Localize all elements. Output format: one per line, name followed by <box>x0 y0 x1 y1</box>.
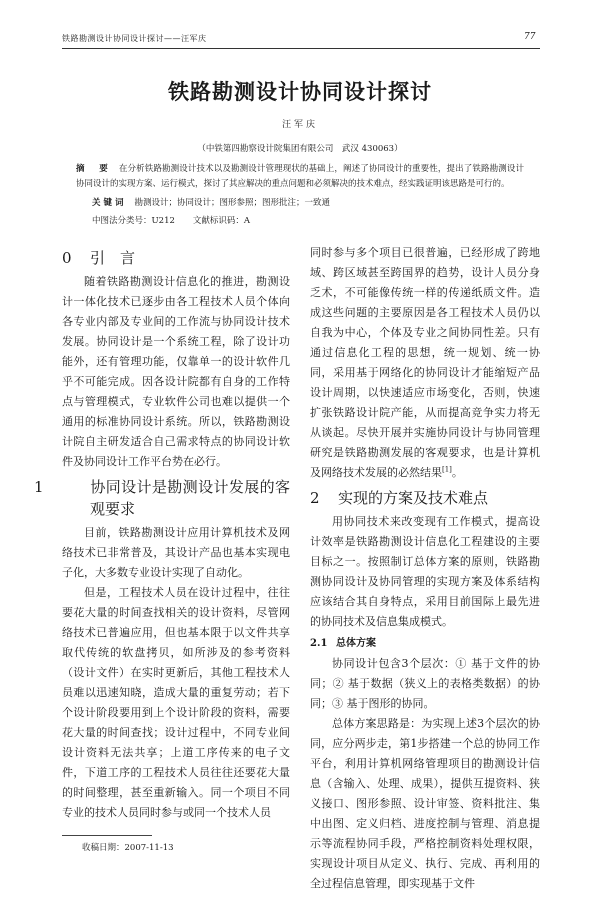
section-title: 协同设计是勘测设计发展的客观要求 <box>90 478 290 518</box>
running-header: 铁路勘测设计协同设计探讨——汪军庆 <box>62 34 207 43</box>
section-number: 1 <box>34 478 44 496</box>
left-column <box>34 243 290 855</box>
right-column <box>310 243 540 894</box>
document-code: 文献标识码：A <box>192 216 251 226</box>
keywords-label: 关键词 <box>92 198 127 208</box>
section-title: 实现的方案及技术难点 <box>338 489 489 507</box>
front-matter <box>0 78 600 229</box>
paragraph: 协同设计包含3个层次：① 基于文件的协同；② 基于数据（狭义上的表格类数据）的协同；③ 基于图形的协同。 <box>310 657 540 710</box>
paragraph: 随着铁路勘测设计信息化的推进，勘测设计一体化技术已逐步由各工程技术人员个体向各专业内部及专业间的工作流与协同设计技术发展。协同设计是一个系统工程，除了设计功能外，还有管理功能，仅靠单一的设计软件几乎不可能完成。因各设计院都有自身的工作特点与管理模式，专业软件公司也难以提供一个通用的标准协同设计系统。所以，铁路勘测设计院自主研发适合自己需求特点的协同设计软件及协同设计工作平台势在必行。 <box>62 275 290 468</box>
paragraph: 总体方案思路是：为实现上述3个层次的协同，应分两步走，第1步搭建一个总的协同工作平台，利用计算机网络管理项目的勘测设计信息（含输入、处理、成果），提供互提资料、狭义接口、图形参照、设计审签、资料批注、集中出图、定义归档、进度控制与管理、消息提示等流程协同手段，严格控制资料处理权限，实现设计项目从定义、执行、完成、再利用的全过程信息管理，即实现基于文件 <box>310 717 540 890</box>
section-title: 总体方案 <box>336 638 376 649</box>
section-2-heading <box>310 487 540 509</box>
section-title: 引 言 <box>90 249 136 267</box>
section-2-body <box>310 512 540 632</box>
citation: [1] <box>442 465 452 474</box>
paragraph: 但是，工程技术人员在设计过程中，往往要花大量的时间查找相关的设计资料，尽管网络技术已普遍应用，但也基本限于以文件共享取代传统的软盘拷贝，如所涉及的参考资料（设计文件）在实时更新后，其他工程技术人员难以迅速知晓，造成大量的重复劳动；若下个设计阶段要用到上个设计阶段的资料，需要花大量的时间查找；设计过程中，不同专业间设计资料无法共享；上道工序传来的电子文件，下道工序的工程技术人员往往还要花大量的时间整理，甚至重新输入。同一个项目不同专业的技术人员同时参与或同一个技术人员 <box>62 586 290 819</box>
affiliation: （中铁第四勘察设计院集团有限公司 武汉 430063） <box>197 144 403 154</box>
paragraph-end: 。 <box>451 466 463 479</box>
paragraph: 用协同技术来改变现有工作模式，提高设计效率是铁路勘测设计信息化工程建设的主要目标之一。按照制订总体方案的原则，铁路勘测协同设计及协同管理的实现方案及体系结构应该结合其自身特点，采用目前国际上最先进的协同技术及信息集成模式。 <box>310 515 540 628</box>
section-number: 2.1 <box>310 638 328 649</box>
section-1-body <box>62 523 290 823</box>
received-date: 收稿日期：2007-11-13 <box>82 843 174 853</box>
footnote-rule <box>62 835 152 836</box>
header-rule <box>62 48 540 49</box>
section-1-body-continued <box>310 243 540 483</box>
clc-number: 中图法分类号：U212 <box>92 216 175 226</box>
intro-paragraph <box>62 272 290 472</box>
classification <box>92 214 524 229</box>
paragraph <box>310 243 540 483</box>
page-number: 77 <box>524 32 536 42</box>
body-columns <box>0 229 600 914</box>
section-0-heading <box>62 247 290 269</box>
author: 汪军庆 <box>281 120 318 130</box>
section-1-heading <box>34 476 290 520</box>
section-2-1-heading <box>310 634 540 654</box>
section-2-1-body <box>310 654 540 894</box>
paragraph: 目前，铁路勘测设计应用计算机技术及网络技术已非常普及，其设计产品也基本实现电子化，大多数专业设计实现了自动化。 <box>62 526 290 579</box>
abstract-text: 在分析铁路勘测设计技术以及勘测设计管理现状的基础上，阐述了协同设计的重要性，提出了铁路勘测设计协同设计的实现方案、运行模式，探讨了其应解决的重点问题和必须解决的技术难点，经实践证明该思路是可行的。 <box>76 164 524 189</box>
abstract-label: 摘 要 <box>76 164 111 174</box>
section-number: 0 <box>62 249 72 267</box>
paper-title: 铁路勘测设计协同设计探讨 <box>168 79 432 104</box>
keywords-text: 勘测设计；协同设计；图形参照；图形批注；一致通 <box>134 198 331 208</box>
page-header <box>0 0 600 50</box>
abstract <box>76 162 524 192</box>
section-number: 2 <box>310 489 320 507</box>
keywords <box>92 196 524 211</box>
paragraph-text: 同时参与多个项目已很普遍，已经形成了跨地域、跨区域甚至跨国界的趋势，设计人员分身乏术，不可能像传统一样的传递纸质文件。造成这些问题的主要原因是各工程技术人员仍以自我为中心，个体及专业之间协同性差。只有通过信息化工程的思想，统一规划、统一协同，采用基于网络化的协同设计才能缩短产品设计周期，以快速适应市场变化，否则，快速扩张铁路设计院产能，从而提高竞争实力将无从谈起。尽快开展并实施协同设计与协同管理研究是铁路勘测发展的客观要求，也是计算机及网络技术发展的必然结果 <box>310 246 540 479</box>
